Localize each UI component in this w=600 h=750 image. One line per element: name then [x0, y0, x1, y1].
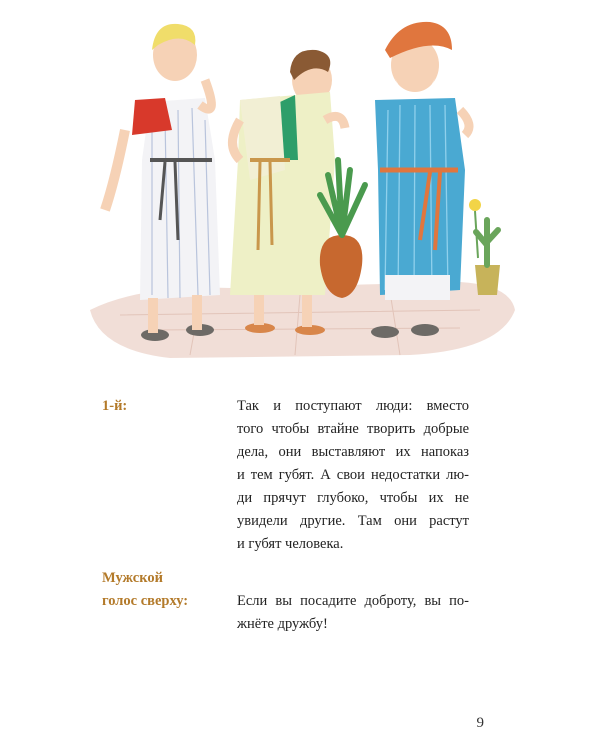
speech-text: Если вы посадите доброту, вы по- жнёте дружбу! [237, 593, 469, 632]
illustration [80, 10, 520, 365]
speaker-label: Мужской голос сверху: [102, 570, 189, 609]
speech-text: Так и поступают люди: вместо того чтобы втайне творить добрые дела, они выставляют их напоказ и тем губят. А свои недостатки лю- ди прячут глубоко, чтобы их не увидели другие. Там они растут и губят человека. [237, 398, 469, 552]
page-number: 9 [476, 715, 484, 731]
cactus-pot [469, 199, 500, 295]
speaker-label: 1-й: [102, 398, 128, 414]
figure-blond-boy [105, 24, 220, 341]
